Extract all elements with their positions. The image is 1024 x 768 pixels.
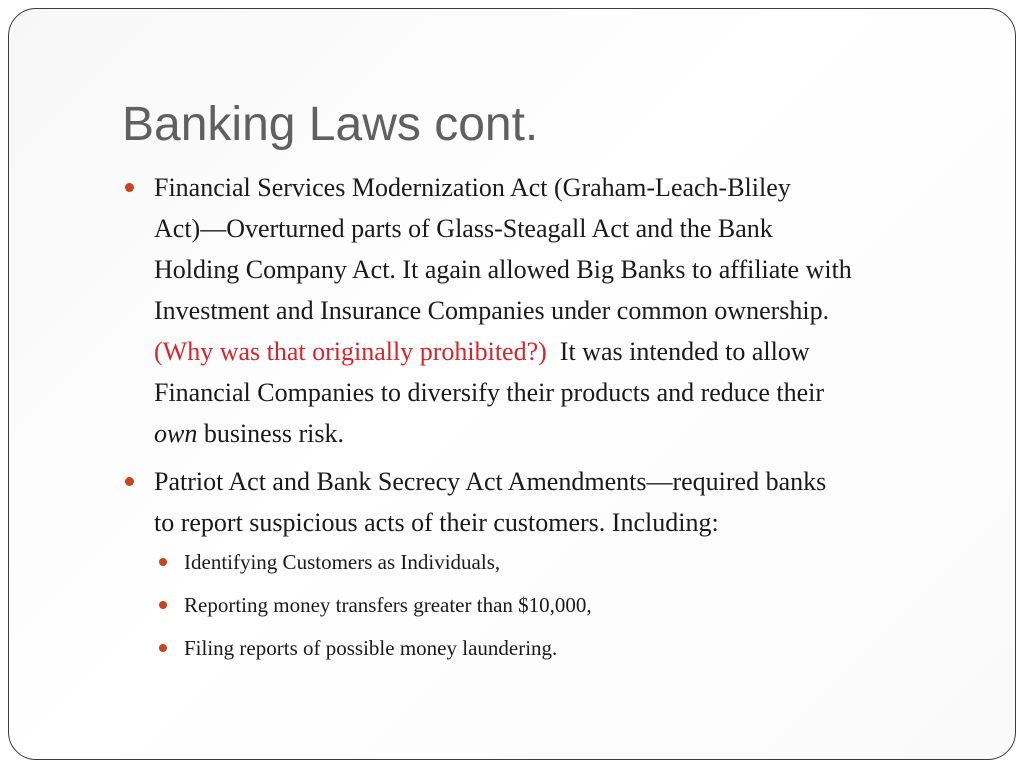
bullet-line: Financial Services Modernization Act (Graham-Leach-Bliley — [154, 173, 791, 202]
slide-title: Banking Laws cont. — [122, 98, 539, 151]
bullet-item — [154, 167, 974, 454]
bullet-item — [154, 461, 974, 663]
bullet-line: business risk. — [197, 419, 344, 448]
bullet-dot-icon — [159, 558, 167, 566]
sub-bullet-item — [184, 633, 974, 663]
bullet-line: Act)—Overturned parts of Glass-Steagall Act and the Bank — [154, 214, 773, 243]
sub-bullet-text: Reporting money transfers greater than $10,000, — [184, 593, 592, 617]
sub-bullet-item — [184, 590, 974, 620]
bullet-line: Financial Companies to diversify their products and reduce their — [154, 378, 825, 407]
slide — [8, 8, 1016, 760]
sub-bullet-item — [184, 547, 974, 577]
bullet-line: to report suspicious acts of their customers. Including: — [154, 508, 719, 537]
bullet-dot-icon — [159, 644, 167, 652]
slide-body — [154, 167, 974, 663]
bullet-line: Holding Company Act. It again allowed Big Banks to affiliate with — [154, 255, 852, 284]
emphasis-own: own — [154, 419, 198, 448]
bullet-line: Patriot Act and Bank Secrecy Act Amendments—required banks — [154, 467, 827, 496]
bullet-dot-icon — [125, 477, 134, 486]
bullet-dot-icon — [159, 601, 167, 609]
question-text: (Why was that originally prohibited?) — [154, 337, 547, 366]
sub-bullet-text: Filing reports of possible money laundering. — [184, 636, 558, 660]
bullet-dot-icon — [125, 183, 134, 192]
sub-bullet-text: Identifying Customers as Individuals, — [184, 550, 501, 574]
bullet-line: Investment and Insurance Companies under common ownership. — [154, 296, 830, 325]
bullet-line: It was intended to allow — [559, 337, 810, 366]
sub-bullet-list — [154, 547, 974, 663]
